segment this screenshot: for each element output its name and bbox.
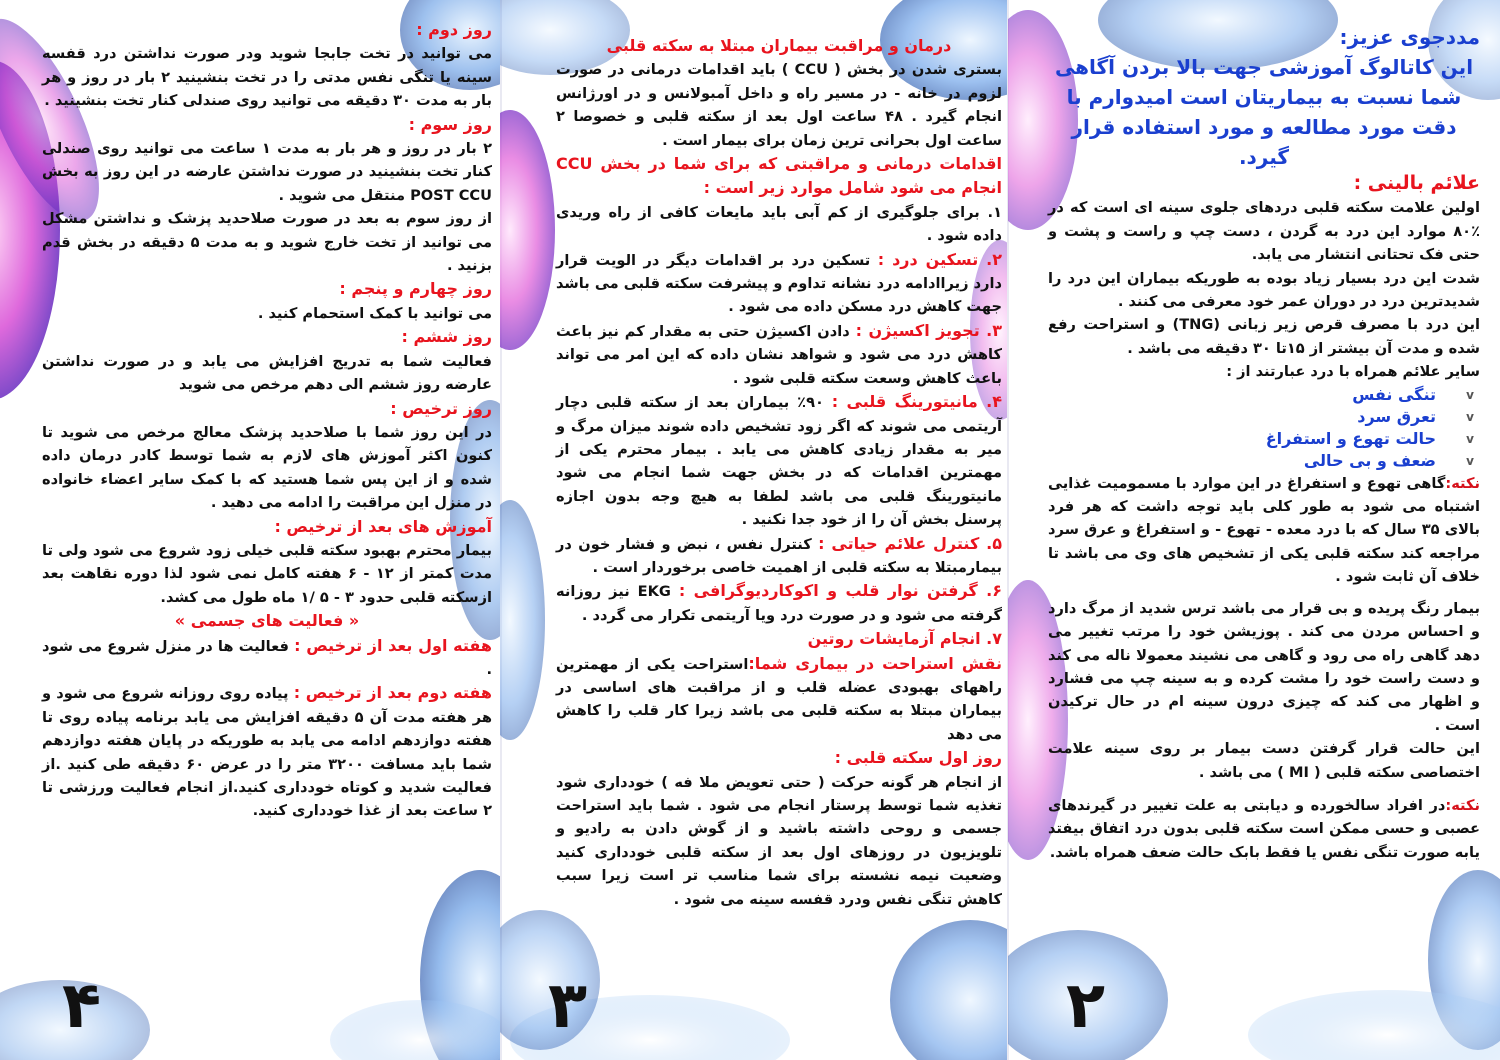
measure-7-heading: ۷. انجام آزمایشات روتین [807, 629, 1002, 649]
list-item: v ضعف و بی حالی [1303, 450, 1474, 470]
page-number-3: ۳ [548, 969, 588, 1043]
week1-text: فعالیت ها در منزل شروع می شود . [42, 637, 492, 678]
treatment-title: درمان و مراقبت بیماران مبتلا به سکته قلبی [606, 36, 952, 55]
measure-4-text: ۹۰٪ بیماران بعد از سکته قلبی دچار آریتمی می شوند که اگر زود تشخیص داده شوند میزان مرگ و میر به مقدار زیادی کاهش می یابد . بیمار محترم یکی از مهمترین اقدامات که در بخش جهت شما انجام می شود مانیتورینگ قلبی می باشد لطفا به هیچ وجه بدون اجازه پرسنل بخش آن را از خود جدا نکنید . [556, 394, 1002, 529]
panel-3-text [556, 34, 1002, 911]
measure-6-text: EKG نیز روزانه گرفته می شود و در صورت درد ویا آریتمی تکرار می گردد . [556, 583, 1002, 624]
mi-sign-text: این حالت قرار گرفتن دست بیمار بر روی سینه علامت اختصاصی سکته قلبی ( MI ) می باشد . [1048, 740, 1480, 781]
post-discharge-heading: آموزش های بعد از ترخیص : [274, 516, 492, 536]
day3-text: ۲ بار در روز و هر بار به مدت ۱ ساعت می توانید روی صندلی کنار تخت بنشینید در صورت نداشتن عارضه در این روز به بخش POST CCU منتقل می شوید . [42, 140, 492, 204]
discharge-text: در این روز شما با صلاحدید پزشک معالج مرخص می شوید تا کنون اکثر آموزش های لازم به شما توسط کادر درمان داده شده و از این پس شما هستید که با کمک سایر اعضاء خانواده در منزل این مراقبت را ادامه می دهید . [42, 423, 492, 512]
rest-heading: نقش استراحت در بیماری شما: [748, 653, 1003, 673]
week1-heading: هفته اول بعد از ترخیص : [294, 635, 492, 655]
day2-text: می توانید در تخت جابجا شوید ودر صورت نداشتن درد قفسه سینه یا تنگی نفس مدتی را در تخت بنشینید ۲ بار در روز و هر بار به مدت ۳۰ دقیقه می توانید روی صندلی کنار تخت بنشینید . [42, 45, 492, 110]
signs-text-2: شدت این درد بسیار زیاد بوده به طوریکه بیماران این درد را شدیدترین درد در دوران عمر خود معرفی می کنند . [1048, 269, 1480, 311]
measure-2-text: تسکین درد بر اقدامات دیگر در الویت قرار دارد زیراادامه درد نشانه تداوم و پیشرفت سکته قلبی می باشد جهت کاهش درد مسکن داده می شود . [556, 251, 1002, 316]
week2-text: پیاده روی روزانه شروع می شود و هر هفته مدت آن ۵ دقیقه افزایش می یابد برنامه پیاده روی تا هفته دوازدهم ادامه می یابد به طوریکه در پایان هفته دوازدهم شما باید مسافت ۳۲۰۰ متر را در عرض ۶۰ دقیقه طی کنید .از فعالیت شدید و کوتاه خودداری کنید.از انجام فعالیت ورزشی تا ۲ ساعت بعد از غذا خودداری کنید. [42, 685, 493, 820]
clinical-signs-heading: علائم بالینی : [1353, 172, 1480, 194]
signs-text-3: این درد با مصرف قرص زیر زبانی (TNG) و استراحت رفع شده و مدت آن بیشتر از ۱۵تا ۳۰ دقیقه می باشد . [1048, 316, 1480, 357]
measure-6-heading: ۶. گرفتن نوار قلب و اکوکاردیوگرافی : [678, 581, 1002, 601]
measure-5-text: کنترل نفس ، نبض و فشار خون در بیمارمبتلا به سکته قلبی از اهمیت خاصی برخوردار است . [556, 535, 1002, 576]
measure-3-heading: ۳. تجویز اکسیژن : [855, 320, 1002, 340]
panel-page-3 [500, 0, 1008, 1060]
bullet-icon: v [1466, 387, 1474, 402]
panel-page-2 [1008, 0, 1500, 1060]
greeting: مددجوی عزیز: [1339, 25, 1480, 49]
day1-text: از انجام هر گونه حرکت ( حتی تعویض ملا فه ) خودداری شود تغذیه شما توسط پرستار انجام می شود . شما باید استراحت جسمی و روحی داشته باشید و از گوش دادن به رادیو و تلویزیون در روزهای اول بعد از سکته قلبی خودداری کنید وضعیت نیمه نشسته برای شما مناسب تر است زیرا سبب کاهش تنگی نفس ودرد قفسه سینه می شود . [556, 773, 1002, 908]
day45-heading: روز چهارم و پنجم : [339, 279, 492, 299]
list-item: v تنگی نفس [1352, 384, 1474, 404]
catalog-intro: این کاتالوگ آموزشی جهت بالا بردن آگاهی شما نسبت به بیماریتان است امیدوارم با دقت مورد مطالعه و مورد استفاده قرار گیرد. [1054, 55, 1474, 169]
list-item: v تعرق سرد [1357, 406, 1474, 426]
bullet-icon: v [1466, 431, 1474, 446]
signs-text-1: اولین علامت سکته قلبی دردهای جلوی سینه ای است که در ٪۸۰ موارد این درد به گردن ، دست چپ و راست و پشت و حتی فک تحتانی انتشار می یابد. [1048, 199, 1480, 264]
day3-text-2: از روز سوم به بعد در صورت صلاحدید پزشک و نداشتن مشکل می توانید از تخت خارج شوید و به مدت ۵ دقیقه در بخش قدم بزنید . [42, 210, 492, 275]
day2-heading: روز دوم : [416, 20, 492, 39]
measure-4-heading: ۴. مانیتورینگ قلبی : [831, 392, 1002, 412]
note-1-label: نکته: [1445, 474, 1480, 492]
patient-description: بیمار رنگ پریده و بی قرار می باشد ترس شدید از مرگ دارد و احساس مردن می کند . پوزیشن خود را مرتب تغییر می دهد گاهی راه می رود و گاهی می نشیند معمولا ناله می کند و دست راست خود را مشت کرده و به سینه چپ می فشارد و اظهار می کند که چیزی درون سینه ام در حال ترکیدن است . [1048, 599, 1480, 734]
measure-2-heading: ۲. تسکین درد : [877, 249, 1003, 269]
symptom-list [1048, 384, 1480, 472]
post-discharge-text: بیمار محترم بهبود سکته قلبی خیلی زود شروع می شود ولی تا مدت کمتر از ۱۲ - ۶ هفته کامل نمی شود لذا دوره نقاهت بعد ازسکته قلبی حدود ۳ - ۵ /۱ ماه طول می کشد. [42, 541, 492, 606]
panel-page-4 [0, 0, 500, 1060]
note-2-text: در افراد سالخورده و دیابتی به علت تغییر در گیرندهای عصبی و حسی ممکن است سکته قلبی بدون درد اتفاق بیفتد یابه صورت تنگی نفس یا فقط بابک حالت ضعف همراه باشد. [1048, 796, 1480, 861]
note-2-label: نکته: [1445, 796, 1480, 814]
panel-4-text [42, 18, 492, 823]
physical-activity-heading: « فعالیت های جسمی » [174, 611, 360, 631]
day1-heading: روز اول سکته قلبی : [834, 748, 1002, 768]
ccu-intro: بستری شدن در بخش ( CCU ) باید اقدامات درمانی در صورت لزوم در خانه - در مسیر راه و داخل آمبولانس و در اورژانس انجام گیرد . ۴۸ ساعت اول بعد از سکته قلبی و خصوصا ۲ ساعت اول بحرانی ترین زمان برای بیمار است . [556, 61, 1002, 149]
day45-text: می توانید با کمک استحمام کنید . [257, 304, 492, 322]
day6-text: فعالیت شما به تدریج افزایش می یابد و در صورت نداشتن عارضه روز ششم الی دهم مرخص می شوید [42, 352, 492, 394]
measure-1: ۱. برای جلوگیری از کم آبی باید مایعات کافی از راه وریدی داده شود . [556, 203, 1002, 245]
measure-3-text: دادن اکسیژن حتی به مقدار کم نیز باعث کاهش درد می شود و شواهد نشان داده که این امر می تواند باعث کاهش وسعت سکته قلبی شود . [556, 322, 1002, 387]
bullet-icon: v [1466, 453, 1474, 468]
ccu-measures-heading: اقدامات درمانی و مراقبتی که برای شما در بخش CCU انجام می شود شامل موارد زیر است : [556, 154, 1002, 198]
day3-heading: روز سوم : [408, 114, 492, 134]
week2-heading: هفته دوم بعد از ترخیص : [293, 683, 492, 703]
page-number-4: ۴ [62, 969, 102, 1043]
rest-text: استراحت یکی از مهمترین راههای بهبودی عضله قلب و از مراقبت های اساسی در بیماران مبتلا به سکته قلبی می باشد زیرا کار قلب را کاهش می دهد [556, 655, 1002, 743]
note-1-text: گاهی تهوع و استفراغ در این موارد با مسمومیت غذایی اشتباه می شود به طور کلی باید توجه داشت که هر فرد بالای ۳۵ سال که با درد معده - تهوع - و استفراغ و عرق سرد مراجعه کند سکته قلبی یکی از تشخیص های وی می باشد تا خلاف آن ثابت شود . [1048, 474, 1480, 586]
page-number-2: ۲ [1066, 969, 1106, 1043]
discharge-heading: روز ترخیص : [390, 398, 492, 418]
panel-2-text [1048, 22, 1480, 864]
list-item: v حالت تهوع و استفراغ [1265, 428, 1474, 448]
bullet-icon: v [1466, 409, 1474, 424]
other-signs-label: سایر علائم همراه با درد عبارتند از : [1226, 363, 1480, 381]
measure-5-heading: ۵. کنترل علائم حیاتی : [818, 533, 1002, 553]
day6-heading: روز ششم : [401, 327, 492, 347]
